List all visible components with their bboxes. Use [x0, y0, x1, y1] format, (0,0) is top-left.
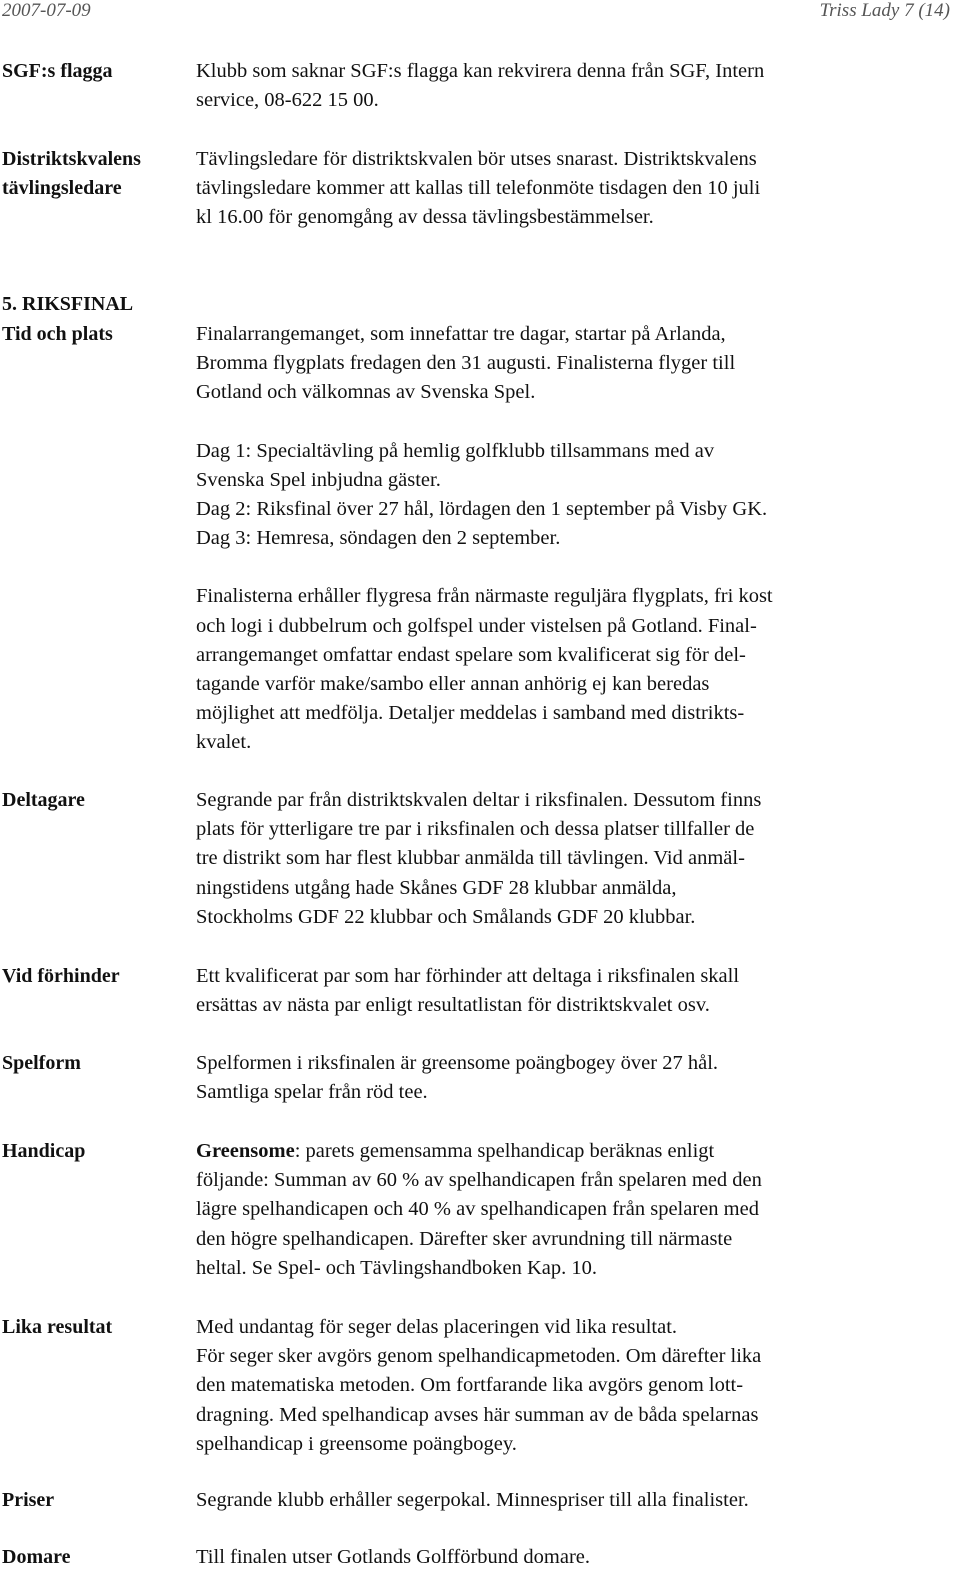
- text-line: heltal. Se Spel- och Tävlingshandboken Kap. 10.: [196, 1256, 598, 1279]
- text-line: Till finalen utser Gotlands Golfförbund domare.: [196, 1546, 591, 1568]
- label-line: Distriktskvalens: [2, 148, 141, 170]
- label-sgf-flagga: SGF:s flagga: [2, 60, 113, 82]
- label-lika-resultat: Lika resultat: [2, 1316, 113, 1338]
- text-line: den matematiska metoden. Om fortfarande lika avgörs genom lott-: [196, 1374, 744, 1397]
- text-line: Segrande klubb erhåller segerpokal. Minnespriser till alla finalister.: [196, 1489, 749, 1511]
- text-line: För seger sker avgörs genom spelhandicapmetoden. Om därefter lika: [196, 1345, 762, 1368]
- text-line: Dag 3: Hemresa, söndagen den 2 september.: [196, 527, 561, 550]
- text-line: Tävlingsledare för distriktskvalen bör utses snarast. Distriktskvalens: [196, 148, 757, 170]
- text-spelform: [196, 1049, 946, 1107]
- text-line: Klubb som saknar SGF:s flagga kan rekvirera denna från SGF, Intern: [196, 60, 765, 82]
- text-line: service, 08-622 15 00.: [196, 89, 379, 112]
- text-line: tagande varför make/sambo eller annan anhörig ej kan beredas: [196, 673, 710, 696]
- text-line: Spelformen i riksfinalen är greensome poängbogey över 27 hål.: [196, 1052, 719, 1074]
- text-line: ningstidens utgång hade Skånes GDF 28 klubbar anmälda,: [196, 876, 677, 899]
- text-line: Med undantag för seger delas placeringen vid lika resultat.: [196, 1316, 678, 1338]
- text-deltagare: [196, 786, 946, 932]
- greensome-term: Greensome: [196, 1140, 295, 1162]
- header-doc-ref: Triss Lady 7 (14): [819, 0, 950, 21]
- label-priser: Priser: [2, 1489, 55, 1511]
- label-distriktskvalens: [2, 145, 192, 203]
- text-line: lägre spelhandicapen och 40 % av spelhandicapen från spelaren med: [196, 1198, 759, 1221]
- header-date: 2007-07-09: [2, 0, 91, 21]
- text-tid-och-plats: [196, 320, 946, 758]
- text-handicap: [196, 1137, 946, 1283]
- text-line: Gotland och välkomnas av Svenska Spel.: [196, 381, 536, 404]
- riksfinal-heading: 5. RIKSFINAL: [2, 293, 134, 315]
- text-line: kl 16.00 för genomgång av dessa tävlingsbestämmelser.: [196, 206, 654, 229]
- label-vid-forhinder: Vid förhinder: [2, 965, 120, 987]
- text-domare: [196, 1543, 946, 1572]
- text-line: Stockholms GDF 22 klubbar och Smålands GDF 20 klubbar.: [196, 905, 696, 928]
- text-line: [196, 1137, 946, 1166]
- text-line: Segrande par från distriktskvalen deltar i riksfinalen. Dessutom finns: [196, 789, 762, 811]
- text-fragment: : parets gemensamma spelhandicap beräknas enligt: [294, 1140, 715, 1162]
- text-line: Ett kvalificerat par som har förhinder att deltaga i riksfinalen skall: [196, 965, 740, 987]
- text-line: Dag 1: Specialtävling på hemlig golfklubb tillsammans med av: [196, 439, 715, 462]
- text-line: tre distrikt som har flest klubbar anmälda till tävlingen. Vid anmäl-: [196, 847, 745, 870]
- text-line: Finalarrangemanget, som innefattar tre dagar, startar på Arlanda,: [196, 323, 726, 345]
- text-line: Finalisterna erhåller flygresa från närmaste reguljära flygplats, fri kost: [196, 585, 773, 608]
- text-line: ersättas av nästa par enligt resultatlistan för distriktskvalet osv.: [196, 994, 710, 1017]
- text-sgf-flagga: [196, 57, 946, 115]
- label-deltagare: Deltagare: [2, 789, 85, 811]
- text-line: plats för ytterligare tre par i riksfinalen och dessa platser tillfaller de: [196, 818, 755, 841]
- text-distriktskvalens: [196, 145, 946, 233]
- text-priser: [196, 1486, 946, 1515]
- label-tid-och-plats: Tid och plats: [2, 323, 113, 345]
- text-line: spelhandicap i greensome poängbogey.: [196, 1432, 517, 1455]
- text-line: Bromma flygplats fredagen den 31 augusti. Finalisterna flyger till: [196, 352, 736, 375]
- text-line: den högre spelhandicapen. Därefter sker avrundning till närmaste: [196, 1227, 733, 1250]
- label-domare: Domare: [2, 1546, 71, 1568]
- text-line: kvalet.: [196, 731, 252, 754]
- text-line: möjlighet att medfölja. Detaljer meddelas i samband med distrikts-: [196, 702, 745, 725]
- text-line: Dag 2: Riksfinal över 27 hål, lördagen den 1 september på Visby GK.: [196, 498, 768, 521]
- label-spelform: Spelform: [2, 1052, 81, 1074]
- text-line: arrangemanget omfattar endast spelare som kvalificerat sig för del-: [196, 643, 746, 666]
- text-line: dragning. Med spelhandicap avses här summan av de båda spelarnas: [196, 1403, 759, 1426]
- label-line: tävlingsledare: [2, 177, 122, 199]
- text-line: följande: Summan av 60 % av spelhandicapen från spelaren med den: [196, 1169, 762, 1192]
- text-line: tävlingsledare kommer att kallas till telefonmöte tisdagen den 10 juli: [196, 177, 761, 200]
- text-line: och logi i dubbelrum och golfspel under vistelsen på Gotland. Final-: [196, 614, 757, 637]
- text-line: Samtliga spelar från röd tee.: [196, 1081, 428, 1104]
- text-lika-resultat: [196, 1313, 946, 1459]
- text-line: Svenska Spel inbjudna gäster.: [196, 468, 441, 491]
- label-handicap: Handicap: [2, 1140, 86, 1162]
- text-vid-forhinder: [196, 962, 946, 1020]
